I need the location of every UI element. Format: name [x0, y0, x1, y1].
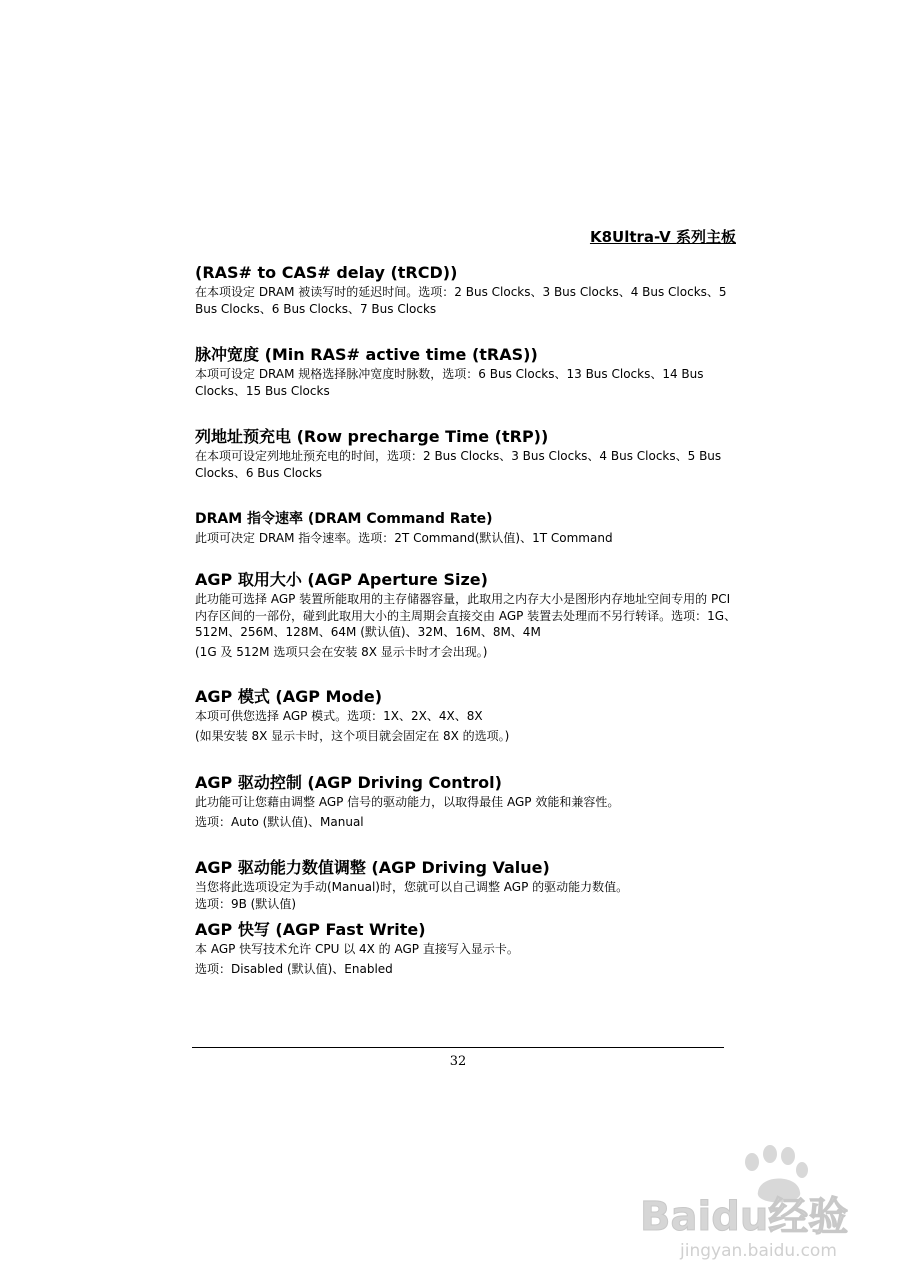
section-text: 本项可供您选择 AGP 模式。选项：1X、2X、4X、8X [195, 709, 483, 723]
section-row-precharge-time [195, 426, 738, 481]
section-heading: (RAS# to CAS# delay (tRCD)) [195, 263, 458, 282]
section-text: 本 AGP 快写技术允许 CPU 以 4X 的 AGP 直接写入显示卡。 [195, 942, 519, 956]
section-ras-to-cas-delay [195, 262, 738, 317]
section-heading: AGP 快写 (AGP Fast Write) [195, 920, 426, 939]
section-options: 选项：Auto (默认值)、Manual [195, 814, 364, 829]
section-options: 选项：9B (默认值) [195, 896, 297, 911]
section-text: 此功能可让您藉由调整 AGP 信号的驱动能力，以取得最佳 AGP 效能和兼容性。 [195, 795, 620, 809]
section-note: (如果安装 8X 显示卡时，这个项目就会固定在 8X 的选项。) [195, 728, 510, 743]
section-text: 此项可决定 DRAM 指令速率。选项：2T Command(默认值)、1T Command [195, 531, 613, 545]
baidu-jingyan-watermark [640, 1140, 880, 1260]
section-min-ras-active-time [195, 344, 738, 399]
section-text: 在本项可设定列地址预充电的时间，选项：2 Bus Clocks、3 Bus Clocks、4 Bus Clocks、5 Bus Clocks、6 Bus Clocks [195, 449, 722, 480]
section-text: 本项可设定 DRAM 规格选择脉冲宽度时脉数，选项：6 Bus Clocks、13 Bus Clocks、14 Bus Clocks、15 Bus Clocks [195, 367, 704, 398]
section-agp-mode [195, 686, 738, 744]
section-note: (1G 及 512M 选项只会在安装 8X 显示卡时才会出现。) [195, 644, 488, 659]
section-text: 在本项设定 DRAM 被读写时的延迟时间。选项：2 Bus Clocks、3 Bus Clocks、4 Bus Clocks、5 Bus Clocks、6 Bus Clocks、7 Bus Clocks [195, 285, 727, 316]
section-heading: 脉冲宽度 (Min RAS# active time (tRAS)) [195, 345, 538, 364]
watermark-url: jingyan.baidu.com [680, 1241, 837, 1260]
page-number: 32 [449, 1054, 467, 1069]
section-heading: AGP 驱动控制 (AGP Driving Control) [195, 773, 502, 792]
section-heading: AGP 模式 (AGP Mode) [195, 687, 383, 706]
section-text: 当您将此选项设定为手动(Manual)时，您就可以自己调整 AGP 的驱动能力数值。 [195, 880, 629, 894]
section-dram-command-rate [195, 508, 738, 547]
section-agp-driving-control [195, 772, 738, 830]
watermark-brand: Baidu经验 [640, 1194, 849, 1240]
section-agp-aperture-size [195, 569, 738, 660]
section-text: 此功能可选择 AGP 装置所能取用的主存储器容量，此取用之内存大小是图形内存地址空间专用的 PCI 内存区间的一部份，碰到此取用大小的主周期会直接交由 AGP 装置去处理而不另行转译。选项：1G、512M、256M、128M、64M (默认值)、32M、16M、8M、4M [195, 592, 737, 639]
section-agp-driving-value [195, 857, 738, 912]
section-heading: 列地址预充电 (Row precharge Time (tRP)) [195, 427, 549, 446]
section-heading: DRAM 指令速率 (DRAM Command Rate) [195, 511, 493, 527]
footer-divider [192, 1047, 724, 1048]
section-agp-fast-write [195, 919, 738, 977]
section-heading: AGP 驱动能力数值调整 (AGP Driving Value) [195, 858, 550, 877]
page-header-title: K8Ultra-V 系列主板 [589, 228, 736, 246]
section-heading: AGP 取用大小 (AGP Aperture Size) [195, 570, 488, 589]
section-options: 选项：Disabled (默认值)、Enabled [195, 961, 393, 976]
